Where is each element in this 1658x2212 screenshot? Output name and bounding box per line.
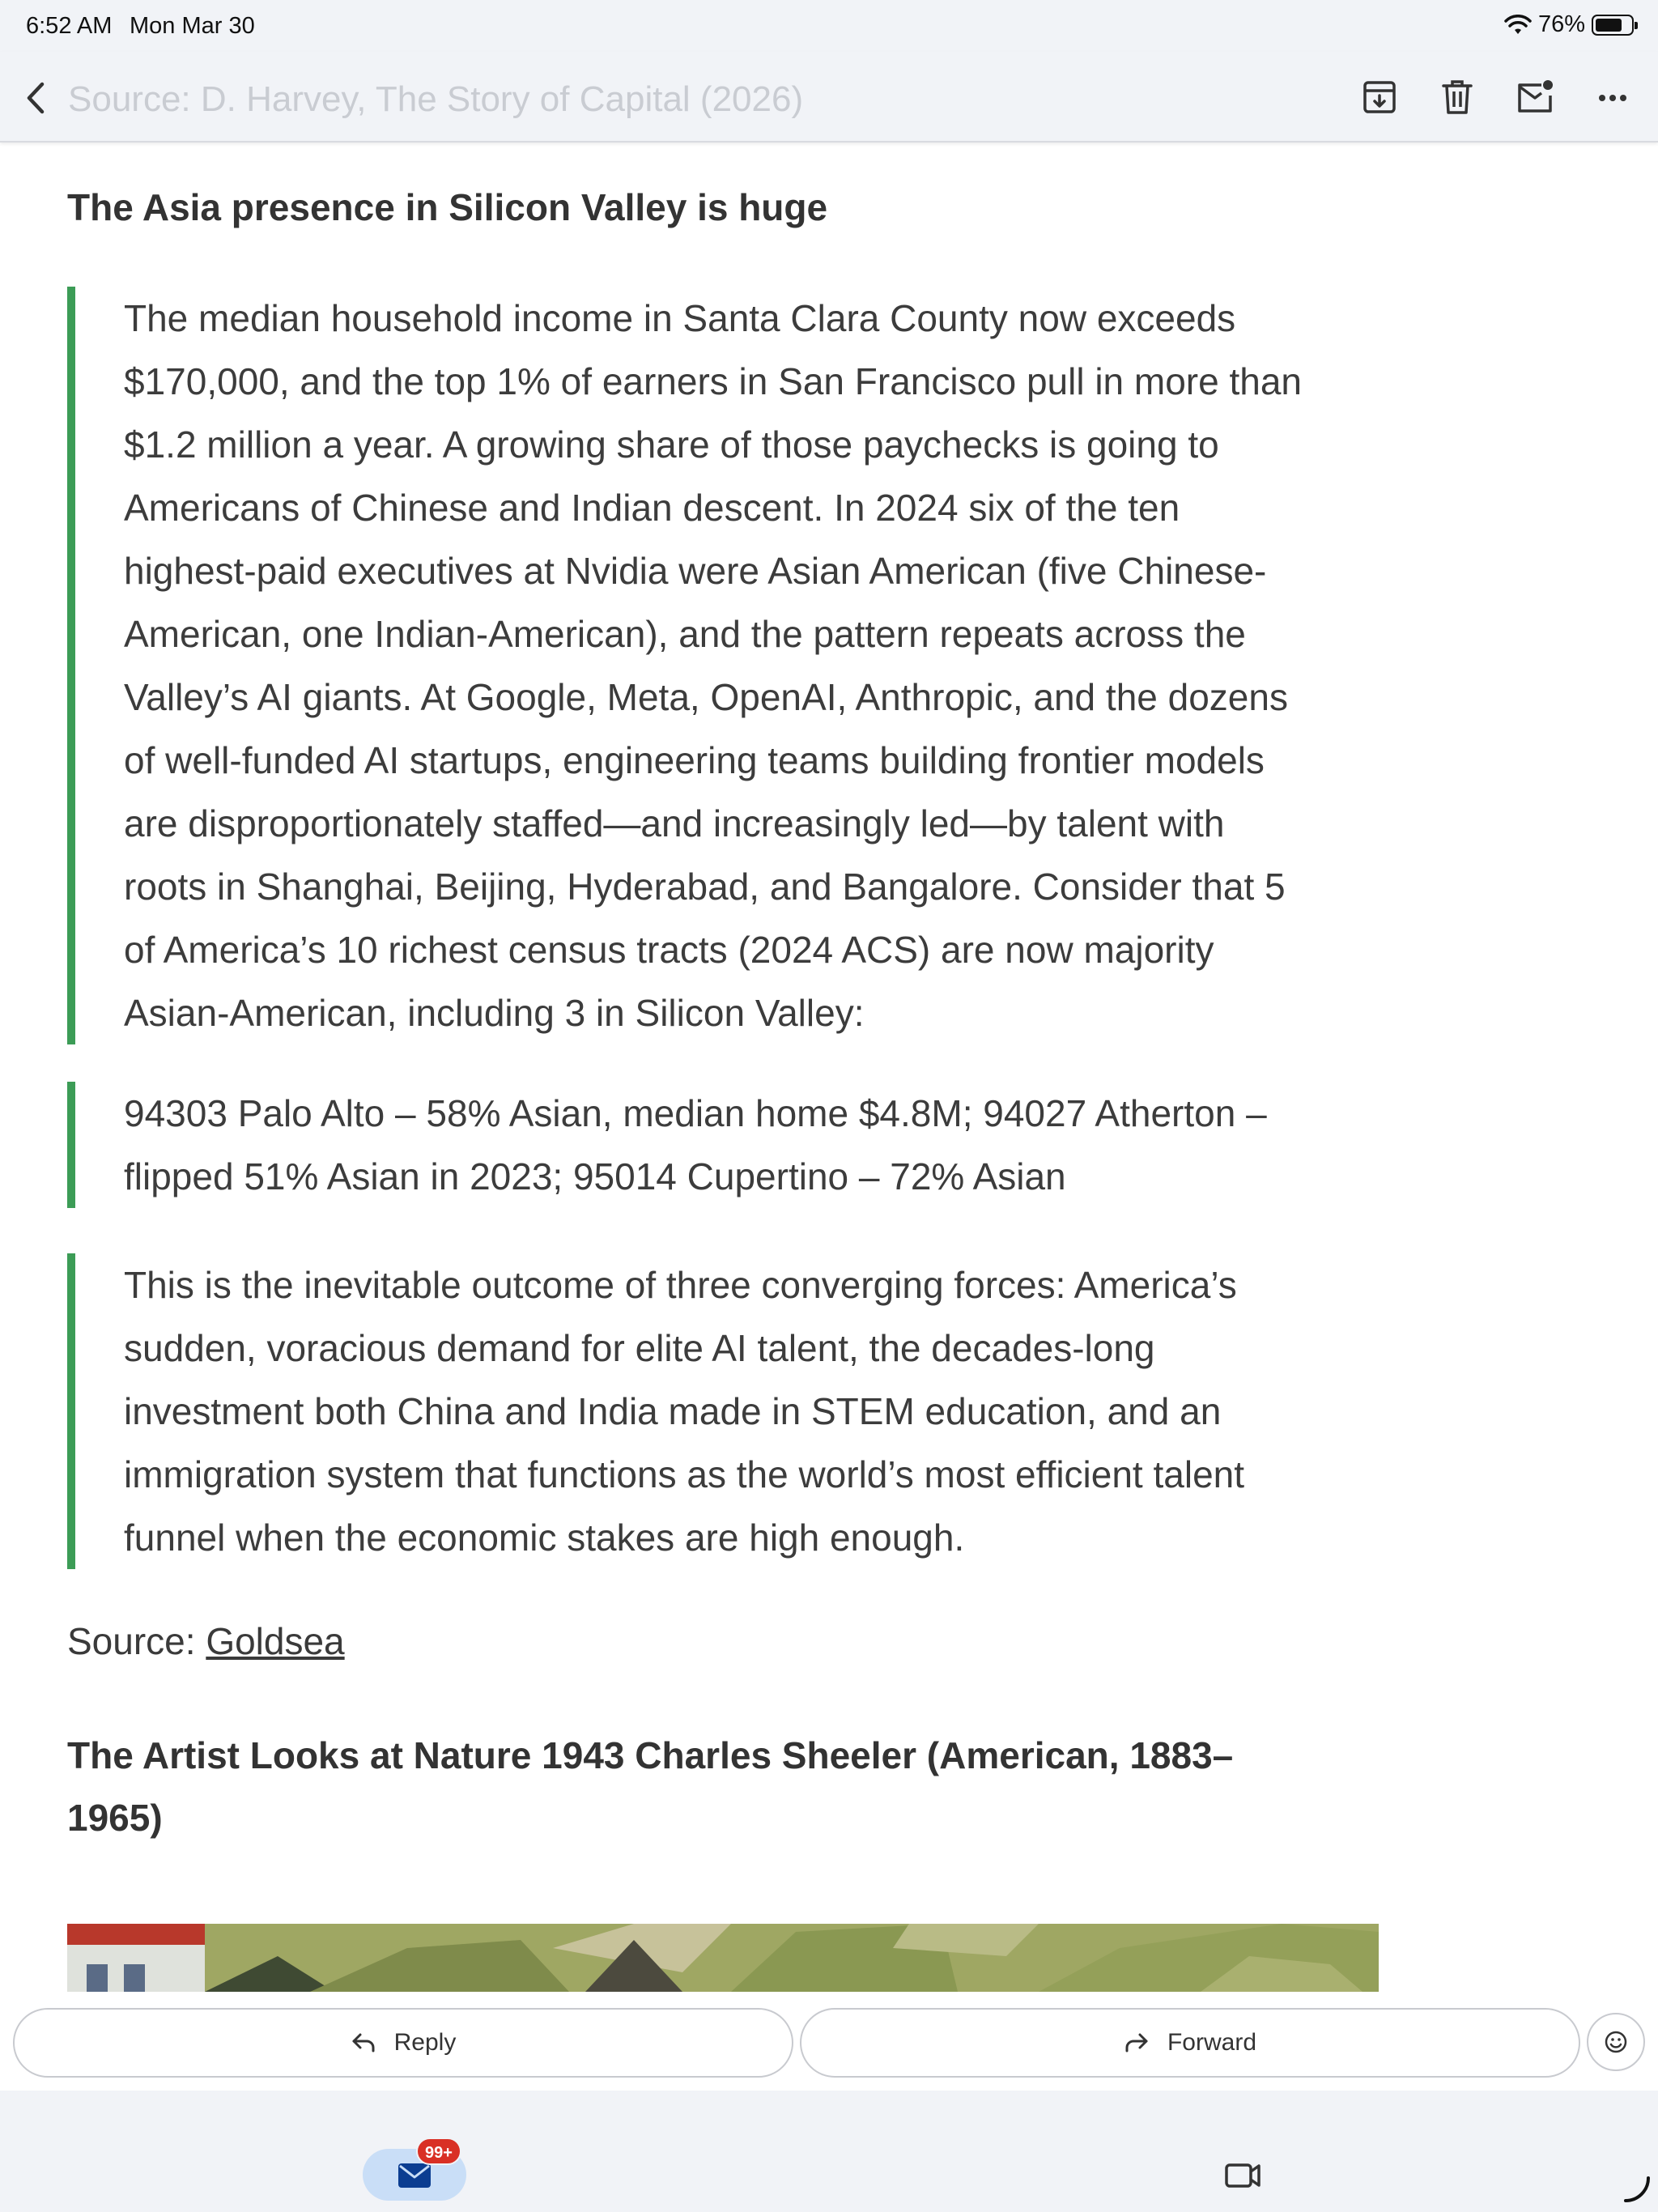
more-icon[interactable] — [1592, 76, 1634, 118]
quote-line: This is the inevitable outcome of three converging forces: America’s — [124, 1264, 1237, 1306]
emoji-reaction-button[interactable] — [1587, 2013, 1645, 2071]
status-indicators — [1504, 11, 1634, 38]
unread-count-badge: 99+ — [416, 2138, 461, 2165]
reply-button[interactable] — [13, 2008, 793, 2078]
artwork-heading — [67, 1725, 1379, 1849]
quote-line: Asian-American, including 3 in Silicon Valley: — [124, 992, 865, 1034]
quote-line: $170,000, and the top 1% of earners in San Francisco pull in more than — [124, 360, 1303, 402]
quote-line: funnel when the economic stakes are high enough. — [124, 1516, 965, 1559]
forward-label: Forward — [1167, 2029, 1257, 2056]
trash-icon[interactable] — [1436, 76, 1478, 118]
reply-label: Reply — [393, 2029, 457, 2056]
quote-line: American, one Indian-American), and the pattern repeats across the — [124, 613, 1246, 655]
toolbar-title: Source: D. Harvey, The Story of Capital (2026) — [68, 79, 804, 119]
quote-line: 94303 Palo Alto – 58% Asian, median home $4.8M; 94027 Atherton – — [124, 1092, 1267, 1134]
smiley-icon — [1603, 2029, 1629, 2055]
quote-line: Valley’s AI giants. At Google, Meta, OpenAI, Anthropic, and the dozens — [124, 676, 1288, 718]
status-bar — [0, 0, 1658, 52]
quote-line: The median household income in Santa Clara County now exceeds — [124, 297, 1236, 339]
quote-line: roots in Shanghai, Beijing, Hyderabad, and Bangalore. Consider that 5 — [124, 866, 1286, 908]
forward-icon — [1124, 2031, 1150, 2054]
archive-icon[interactable] — [1358, 76, 1401, 118]
message-toolbar — [0, 52, 1658, 143]
quote-line: $1.2 million a year. A growing share of those paychecks is going to — [124, 423, 1219, 466]
section-heading: The Asia presence in Silicon Valley is huge — [67, 186, 828, 228]
quote-line: highest-paid executives at Nvidia were Asian American (five Chinese- — [124, 550, 1267, 592]
battery-icon — [1592, 15, 1634, 36]
artwork-heading-line: The Artist Looks at Nature 1943 Charles Sheeler (American, 1883– — [67, 1734, 1234, 1776]
message-body — [0, 144, 1658, 1992]
back-icon[interactable] — [16, 78, 57, 118]
painting-image[interactable] — [67, 1924, 1379, 1992]
wifi-icon — [1504, 15, 1532, 36]
source-line — [67, 1619, 345, 1663]
status-date: Mon Mar 30 — [130, 13, 255, 39]
battery-percent: 76% — [1537, 11, 1585, 37]
battery-fill — [1596, 19, 1622, 32]
quote-line: are disproportionately staffed—and increasingly led—by talent with — [124, 802, 1225, 844]
quote-block-census-tracts — [67, 1082, 1379, 1208]
quote-line: of well-funded AI startups, engineering teams building frontier models — [124, 739, 1265, 781]
source-label: Source: — [67, 1620, 206, 1662]
quote-line: immigration system that functions as the world’s most efficient talent — [124, 1453, 1245, 1495]
forward-button[interactable] — [800, 2008, 1580, 2078]
action-bar — [0, 1992, 1658, 2079]
quote-line: Americans of Chinese and Indian descent. In 2024 six of the ten — [124, 487, 1180, 529]
artwork-heading-line: 1965) — [67, 1797, 163, 1839]
quote-block-forces — [67, 1253, 1379, 1569]
quote-line: flipped 51% Asian in 2023; 95014 Cupertino – 72% Asian — [124, 1155, 1066, 1197]
quote-line: sudden, voracious demand for elite AI talent, the decades-long — [124, 1327, 1155, 1369]
video-call-icon[interactable] — [1224, 2159, 1261, 2191]
reply-icon — [351, 2031, 376, 2054]
quote-line: of America’s 10 richest census tracts (2024 ACS) are now majority — [124, 929, 1214, 971]
source-link[interactable]: Goldsea — [206, 1620, 345, 1662]
bottom-navigation — [0, 2091, 1658, 2212]
resize-handle-icon[interactable] — [1622, 2175, 1652, 2204]
status-time: 6:52 AM — [26, 13, 113, 39]
mark-unread-icon[interactable] — [1514, 76, 1556, 118]
quote-line: investment both China and India made in STEM education, and an — [124, 1390, 1222, 1432]
quote-block-income — [67, 287, 1379, 1044]
